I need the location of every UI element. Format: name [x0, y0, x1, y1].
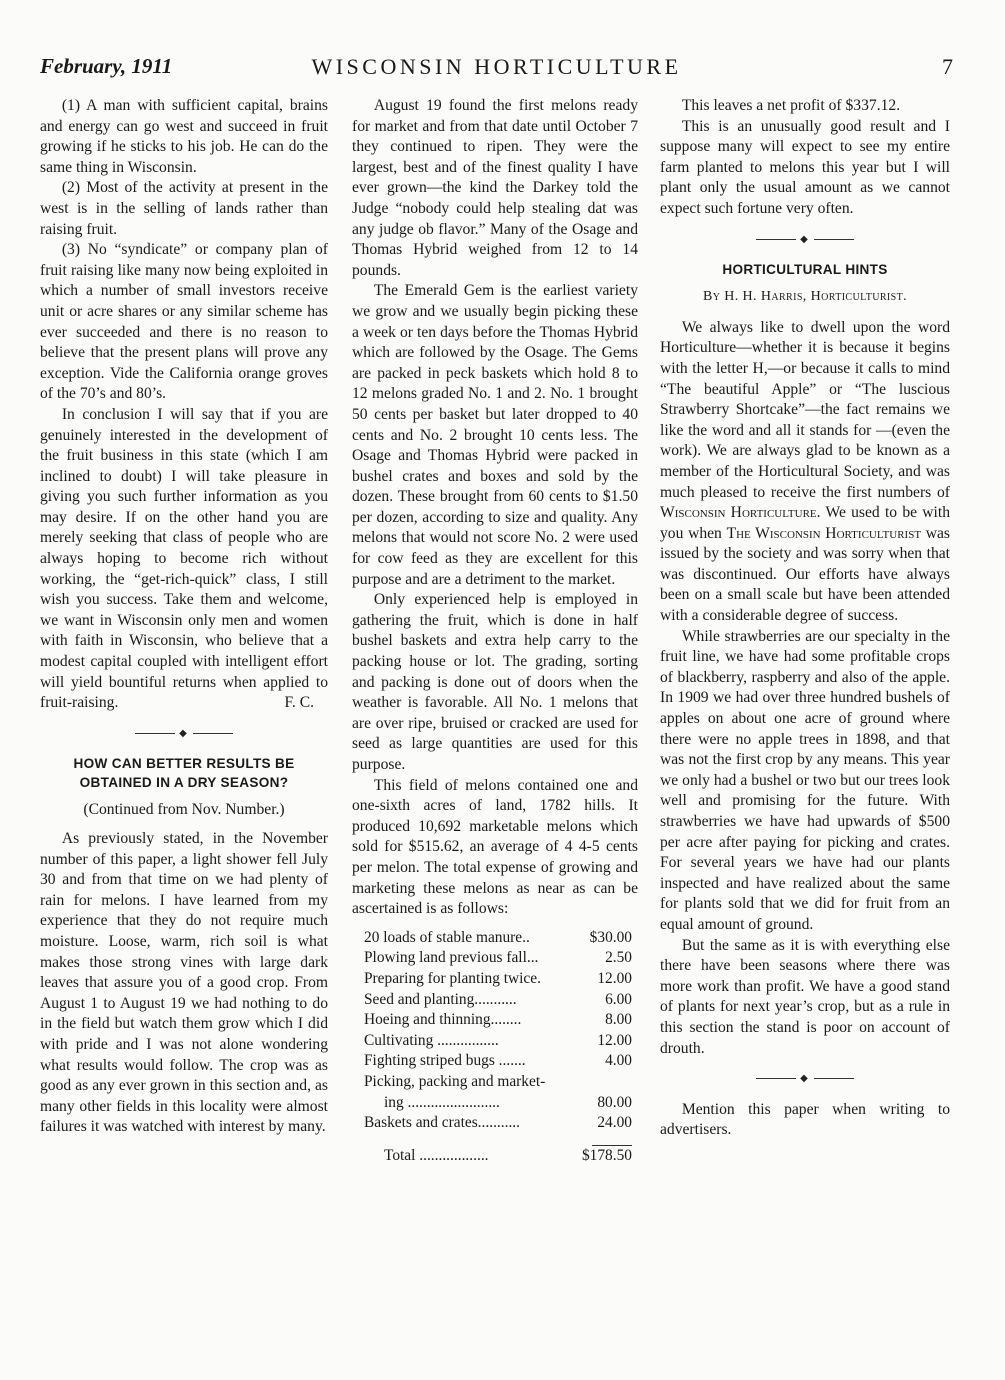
paragraph-text: In conclusion I will say that if you are genuinely interested in the development of the fruit business in this state (which I am inclined to doubt) I will take pleasure in giving you such further information as you may desire. If on the other hand you are merely seeking that class of people who are always hoping to become rich without working, the “get-rich-quick” class, I still wish you success. Take them and welcome, we want in Wisconsin only men and women with faith in Wisconsin, who believe that a modest capital coupled with intelligent effort will yield bountiful returns when applied to fruit-raising. — [40, 405, 328, 712]
publication-title: WISCONSIN HORTICULTURE — [311, 54, 682, 79]
publication-name: Wisconsin Horticulture — [660, 504, 817, 522]
page-number: 7 — [942, 54, 953, 79]
paragraph: Only experienced help is employed in gathering the fruit, which is done in half bushel baskets and extra help carry to the packing house or lot. The grading, sorting and packing is done out of doors when the weather is favorable. All No. 1 melons that are over ripe, bruised or cracked are used for seed as large quantities are used for this purpose. — [352, 591, 638, 773]
table-row: Cultivating ................ 12.00 — [364, 1031, 632, 1049]
paragraph: As previously stated, in the November number of this paper, a light shower fell July 30 and from that time on we had plenty of rain for melons. I have learned from my experience that they do not require much moisture. Loose, warm, rich soil is what makes those strong vines with large dark leaves that assure you of a good crop. From August 1 to August 19 we had nothing to do in the field but watch them grow which I did with pride and I was not alone wondering what results would follow. The crop was as good as any ever grown in this section and, as many other fields in this locality were almost failures it was watched with interest by many. — [40, 830, 328, 1136]
advertiser-note: Mention this paper when writing to advertisers. — [660, 1100, 950, 1139]
issue-date: February, 1911 — [40, 54, 173, 78]
publication-name: The Wisconsin Horticulturist — [726, 524, 922, 542]
total-row — [364, 1146, 632, 1167]
paragraph: (2) Most of the activity at present in the west is in the selling of lands rather than raising fruit. — [40, 179, 328, 238]
paragraph — [40, 405, 328, 714]
table-row: ing ........................ 80.00 — [384, 1093, 632, 1111]
paragraph: This is an unusually good result and I suppose many will expect to see my entire farm planted to melons this year but I will plant only the usual amount as we cannot expect such fortune very often. — [660, 117, 950, 217]
table-row: Plowing land previous fall... 2.50 — [364, 949, 632, 967]
article-heading: HOW CAN BETTER RESULTS BE OBTAINED IN A DRY SEASON? — [73, 756, 295, 791]
section-divider: ◆ — [660, 230, 950, 251]
column-2 — [352, 96, 638, 1166]
sum-rule-row — [364, 1134, 632, 1146]
table-row: Fighting striped bugs ....... 4.00 — [364, 1052, 632, 1070]
table-row: Preparing for planting twice. 12.00 — [364, 969, 632, 987]
paragraph: August 19 found the first melons ready for market and from that date until October 7 they continued to ripen. They were the largest, best and of the finest quality I have ever grown—the kind the Darkey told the Judge “nobody could help stealing dat was any judge ob flavor.” Many of the Osage and Thomas Hybrid weighed from 12 to 14 pounds. — [352, 97, 638, 279]
total-label: Total .................. — [384, 1146, 489, 1164]
table-row: Baskets and crates........... 24.00 — [364, 1114, 632, 1132]
table-row: Picking, packing and market- — [364, 1072, 546, 1090]
paragraph: (1) A man with sufficient capital, brains and energy can go west and succeed in fruit growing if he sticks to his job. He can do the same thing in Wisconsin. — [40, 97, 328, 176]
section-divider: ◆ — [40, 724, 328, 745]
paragraph: But the same as it is with everything else there have been seasons where there was more work than profit. We have a good stand of plants for next year’s crop, but as a rule in this section the stand is poor on account of drouth. — [660, 936, 950, 1057]
article-heading: HORTICULTURAL HINTS — [722, 262, 888, 278]
table-row: 20 loads of stable manure.. $30.00 — [364, 928, 632, 946]
paragraph: (3) No “syndicate” or company plan of fruit raising like many now being exploited in which a number of small investors receive unit or acre shares or any similar scheme has ever succeeded and there is no reason to believe that the present plans will prove any exception. Vide the California orange groves of the 70’s and 80’s. — [40, 241, 328, 403]
column-3 — [660, 96, 950, 1141]
signature: F. C. — [284, 694, 314, 712]
author-byline: By H. H. Harris, Horticulturist. — [702, 289, 908, 305]
paragraph: The Emerald Gem is the earliest variety we grow and we usually begin picking these a week or ten days before the Thomas Hybrid which are followed by the Osage. The Gems are packed in peck baskets which hold 8 to 12 melons graded No. 1 and 2. No. 1 brought 50 cents per basket but later dropped to 40 cents and No. 2 brought 10 cents less. The Osage and Thomas Hybrid were packed in bushel crates and boxes and sold by the dozen. These brought from 60 cents to $1.50 per dozen, according to size and quality. Any melons that would not score No. 2 were used for cow feed as they are excellent for this purpose and are a detriment to the market. — [352, 282, 638, 588]
paragraph: While strawberries are our specialty in the fruit line, we have had some profitable crops of blackberry, raspberry and also of the apple. In 1909 we had over three hundred bushels of apples on about one acre of ground where there were no apple trees in 1898, and that was not the first crop by any means. This year we only had a bushel or two but our trees look well and promising for the future. With strawberries we have had upwards of $500 per acre after paying for picking and crates. For several years we have had our plants inspected and have realized about the same for plants sold that we did for fruit from an equal amount of ground. — [660, 627, 950, 933]
paragraph: We always like to dwell upon the word Horticulture—whether it is because it begins with the letter H,—or because it calls to mind “The beautiful Apple” or “The luscious Strawberry Shortcake”—the fact remains we like the word and all it stands for —(even the work). We are always glad to be known as a member of the Horticultural Society, and was much pleased to receive the first numbers of Wisconsin Horticulture. We used to be with you when The Wisconsin Horticulturist was issued by the society and was sorry when that was discontinued. Our efforts have always been on a small scale but have been attended with a considerable degree of success. — [660, 318, 951, 625]
continued-note: (Continued from Nov. Number.) — [83, 801, 285, 819]
paragraph: This field of melons contained one and one-sixth acres of land, 1782 hills. It produced 10,692 marketable melons which sold for $515.62, an average of 4 4-5 cents per melon. The total expense of growing and marketing these melons as near as can be ascertained is as follows: — [352, 776, 638, 918]
table-row: Seed and planting........... 6.00 — [364, 990, 632, 1008]
table-row: Hoeing and thinning........ 8.00 — [364, 1011, 632, 1029]
running-header — [40, 54, 953, 88]
column-1 — [40, 96, 328, 1138]
section-divider: ◆ — [660, 1069, 950, 1090]
paragraph: This leaves a net profit of $337.12. — [681, 97, 901, 114]
expense-table — [364, 928, 632, 1167]
total-amount: $178.50 — [581, 1146, 632, 1164]
